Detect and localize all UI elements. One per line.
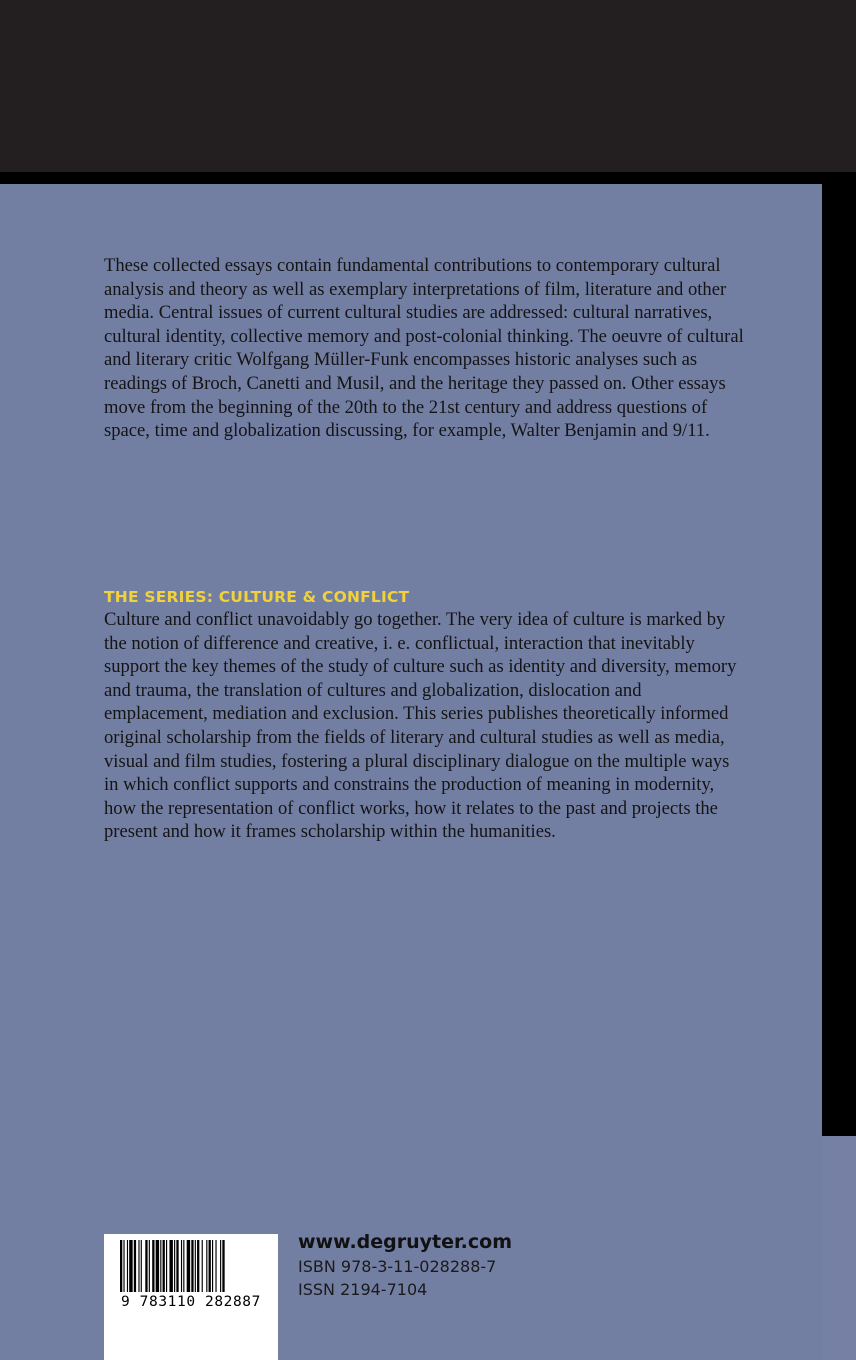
barcode-bar	[215, 1240, 216, 1292]
barcode-bar	[183, 1240, 184, 1292]
barcode-bar	[195, 1240, 196, 1292]
isbn-number: ISBN 978-3-11-028288-7	[298, 1257, 497, 1276]
barcode-bars	[120, 1240, 262, 1292]
barcode-bar	[123, 1240, 124, 1292]
barcode-bar	[138, 1240, 139, 1292]
issn-number: ISSN 2194-7104	[298, 1280, 428, 1299]
barcode-bar	[169, 1240, 172, 1292]
barcode-bar	[176, 1240, 178, 1292]
barcode-bar	[174, 1240, 175, 1292]
barcode-bar	[206, 1240, 207, 1292]
top-dark-band	[0, 0, 856, 172]
series-description: Culture and conflict unavoidably go together. The very idea of culture is marked by the notion of difference and creative, i. e. conflictual, interaction that inevitably support the key themes of the study of culture such as identity and diversity, memory and trauma, the translation of cultures and globalization, dislocation and emplacement, mediation and exclusion. This series publishes theoretically informed original scholarship from the fields of literary and cultural studies as well as media, visual and film studies, fostering a plural disciplinary dialogue on the multiple ways in which conflict supports and constrains the production of meaning in modernity, how the representation of conflict works, how it relates to the past and projects the present and how it frames scholarship within the humanities.	[104, 609, 737, 843]
publisher-website[interactable]: www.degruyter.com	[298, 1231, 512, 1253]
barcode-bar	[129, 1240, 132, 1292]
barcode-bar	[222, 1240, 224, 1292]
barcode-bar	[163, 1240, 165, 1292]
barcode-bar	[127, 1240, 128, 1292]
barcode-bar	[197, 1240, 199, 1292]
barcode-bar	[181, 1240, 182, 1292]
black-strip	[0, 172, 856, 184]
barcode-digits: 9 783110 282887	[121, 1294, 261, 1310]
barcode-bar	[152, 1240, 154, 1292]
barcode-bar	[149, 1240, 150, 1292]
barcode-bar	[212, 1240, 213, 1292]
side-strip	[822, 1136, 856, 1360]
barcode-bar	[134, 1240, 136, 1292]
barcode	[104, 1234, 278, 1360]
barcode-bar	[191, 1240, 193, 1292]
barcode-bar	[187, 1240, 190, 1292]
book-blurb: These collected essays contain fundamental contributions to contemporary cultural analysis and theory as well as exemplary interpretations of film, literature and other media. Central issues of current cultural studies are addressed: cultural narratives, cultural identity, collective memory and post-colonial thinking. The oeuvre of cultural and literary critic Wolfgang Müller-Funk encompasses historic analyses such as readings of Broch, Canetti and Musil, and the heritage they passed on. Other essays move from the beginning of the 20th to the 21st century and address questions of space, time and globalization discussing, for example, Walter Benjamin and 9/11.	[104, 255, 744, 442]
barcode-bar	[220, 1240, 221, 1292]
barcode-bar	[160, 1240, 161, 1292]
series-heading: THE SERIES: CULTURE & CONFLICT	[104, 588, 410, 606]
barcode-bar	[202, 1240, 203, 1292]
barcode-bar	[120, 1240, 122, 1292]
barcode-bar	[145, 1240, 147, 1292]
barcode-bar	[141, 1240, 142, 1292]
publisher-info	[298, 1229, 512, 1301]
barcode-bar	[166, 1240, 167, 1292]
back-cover	[0, 184, 822, 1360]
barcode-bar	[156, 1240, 159, 1292]
barcode-bar	[209, 1240, 211, 1292]
